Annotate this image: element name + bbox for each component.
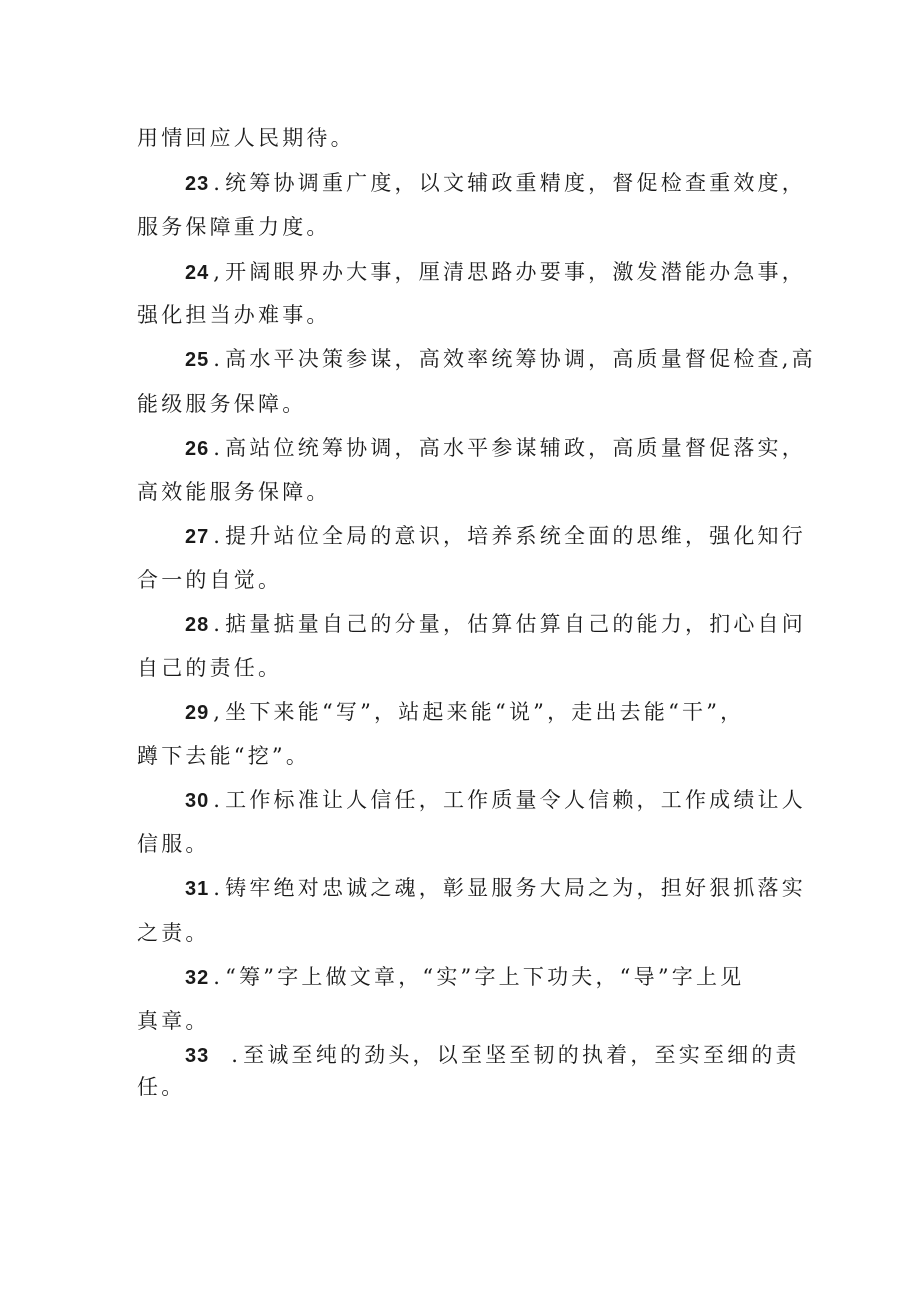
item-text: 高站位统筹协调，高水平参谋辅政，高质量督促落实，: [225, 436, 806, 460]
item-number: 33: [185, 1045, 210, 1067]
item-number: 26: [185, 438, 210, 460]
item-text: 提升站位全局的意识，培养系统全面的思维，强化知行: [225, 524, 806, 548]
item-text: 工作标准让人信任，工作质量令人信赖，工作成绩让人: [225, 788, 806, 812]
item-separator: .: [213, 524, 224, 548]
item-31-line-2: 之责。: [137, 921, 210, 945]
item-29-line-1: [137, 698, 797, 727]
item-number: 24: [185, 262, 210, 284]
item-33-line-1: [137, 1041, 800, 1070]
item-23-line-1: [137, 169, 806, 198]
item-text: 至诚至纯的劲头，以至坚至韧的执着，至实至细的责: [243, 1043, 800, 1067]
item-24-line-1: [137, 258, 806, 287]
item-separator: .: [213, 171, 224, 195]
item-number: 29: [185, 702, 210, 724]
item-separator: .: [213, 612, 224, 636]
item-separator: .: [231, 1043, 242, 1067]
item-29-line-2: 蹲下去能“挖”。: [137, 744, 311, 768]
item-separator: .: [213, 436, 224, 460]
item-number: 25: [185, 349, 210, 371]
item-number: 32: [185, 967, 210, 989]
item-separator: .: [213, 876, 224, 900]
item-text: 掂量掂量自己的分量，估算估算自己的能力，扪心自问: [225, 612, 806, 636]
item-30-line-2: 信服。: [137, 832, 210, 856]
item-32-line-1: [137, 963, 797, 992]
item-25-line-1: [137, 345, 816, 374]
item-32-line-2: 真章。: [137, 1009, 210, 1033]
item-separator: ,: [213, 700, 224, 724]
item-24-line-2: 强化担当办难事。: [137, 303, 331, 327]
item-text: “筹”字上做文章，“实”字上下功夫，“导”字上见: [225, 965, 745, 989]
item-number: 30: [185, 790, 210, 812]
item-number: 31: [185, 878, 210, 900]
item-number: 27: [185, 526, 210, 548]
item-number: 23: [185, 173, 210, 195]
item-27-line-1: [137, 522, 806, 551]
item-separator: .: [213, 965, 224, 989]
item-text: 铸牢绝对忠诚之魂，彰显服务大局之为，担好狠抓落实: [225, 876, 806, 900]
item-23-line-2: 服务保障重力度。: [137, 215, 331, 239]
item-separator: .: [213, 347, 224, 371]
item-33-line-2: 任。: [137, 1075, 186, 1099]
item-31-line-1: [137, 874, 806, 903]
item-26-line-2: 高效能服务保障。: [137, 480, 331, 504]
item-separator: ,: [213, 260, 224, 284]
item-26-line-1: [137, 434, 806, 463]
item-separator: .: [213, 788, 224, 812]
item-30-line-1: [137, 786, 806, 815]
item-25-line-2: 能级服务保障。: [137, 392, 307, 416]
item-text: 统筹协调重广度，以文辅政重精度，督促检查重效度，: [225, 171, 806, 195]
item-text: 坐下来能“写”，站起来能“说”，走出去能“干”，: [225, 700, 745, 724]
item-text: 高水平决策参谋，高效率统筹协调，高质量督促检查,高: [225, 347, 816, 371]
item-number: 28: [185, 614, 210, 636]
opening-line: 用情回应人民期待。: [137, 126, 355, 150]
item-text: 开阔眼界办大事，厘清思路办要事，激发潜能办急事，: [225, 260, 806, 284]
item-28-line-2: 自己的责任。: [137, 656, 283, 680]
item-28-line-1: [137, 610, 806, 639]
item-27-line-2: 合一的自觉。: [137, 568, 283, 592]
